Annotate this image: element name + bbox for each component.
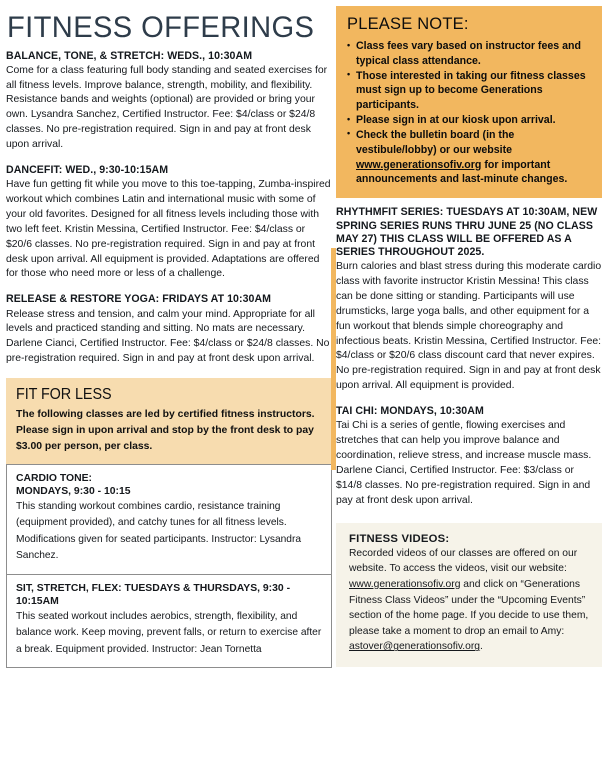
videos-text-3: .	[480, 641, 483, 653]
please-note-text-after: for important announcements and last-minute changes.	[356, 158, 568, 186]
class-block-rhythmfit-series	[336, 206, 602, 394]
generations-website-link[interactable]: www.generationsofiv.org	[356, 158, 482, 171]
class-block-release-restore-yoga	[6, 293, 332, 367]
please-note-text: Those interested in taking our fitness classes must sign up to become Generations participants.	[356, 69, 586, 112]
please-note-text-before: Check the bulletin board (in the vestibule/lobby) or our website	[356, 128, 515, 156]
please-note-box	[336, 6, 602, 198]
orange-accent-bar	[331, 248, 336, 470]
page-title: FITNESS OFFERINGS	[7, 11, 315, 44]
videos-text-2: and click on “Generations Fitness Class Videos” under the “Upcoming Events” section of the home page. If you decide to use them, please take a moment to drop an email to Amy:	[349, 578, 589, 637]
fit-card-heading-line1: SIT, STRETCH, FLEX: TUESDAYS & THURSDAYS, 9:30 - 10:15AM	[16, 582, 291, 608]
please-note-item	[347, 69, 591, 113]
fit-card-description: This standing workout combines cardio, resistance training (equipment provided), and catchy tunes for all fitness levels. Modifications given for seated participants. Instructor: Lysandra Sanchez.	[16, 500, 302, 562]
class-block-tai-chi	[336, 405, 602, 508]
spacer	[336, 198, 602, 206]
fit-card-heading-line2: MONDAYS, 9:30 - 10:15	[16, 486, 131, 498]
videos-text-1: Recorded videos of our classes are offered on our website. To access the videos, visit our website:	[349, 547, 578, 575]
fit-card-heading-line1: CARDIO TONE:	[16, 472, 93, 484]
class-block-balance-tone-stretch	[6, 50, 332, 153]
fit-for-less-subtitle: The following classes are led by certified fitness instructors. Please sign in upon arrival and stop by the front desk to pay $3.00 per person, per class.	[16, 409, 315, 452]
fit-for-less-title: FIT FOR LESS	[16, 386, 112, 404]
left-column	[6, 0, 332, 763]
please-note-item	[347, 39, 591, 69]
please-note-text: Class fees vary based on instructor fees and typical class attendance.	[356, 40, 581, 67]
fit-card-cardio-tone	[6, 464, 332, 575]
class-description: Burn calories and blast stress during this moderate cardio class with favorite instructor Kristin Messina! This class can be done sitting or standing. Participants will use drumsticks, large yoga balls, and other equipment for a fun workout that blends simple choreography and infectious beats. Kristin Messina, Certified Instructor. Fee: $4/class or $20/6 class discount card that never expires. No pre-registration required. Sign in and pay at front desk upon arrival. All equipment is provided.	[336, 261, 602, 392]
class-heading: TAI CHI: MONDAYS, 10:30AM	[336, 405, 484, 418]
fitness-videos-title: FITNESS VIDEOS:	[349, 532, 450, 545]
amy-email-link[interactable]: astover@generationsofiv.org	[349, 641, 481, 653]
fit-card-description: This seated workout includes aerobics, strength, flexibility, and balance work. Keep moving, prevent falls, or return to exercise after a break. Equipment provided. Instructor: Jean Tornetta	[16, 610, 322, 655]
class-block-dancefit	[6, 164, 332, 282]
class-heading: RHYTHMFIT SERIES: TUESDAYS AT 10:30AM, NEW SPRING SERIES RUNS THRU JUNE 25 (NO CLASS MAY 27) THIS CLASS WILL BE OFFERED AS A SERIES THROUGHOUT 2025.	[336, 206, 598, 258]
class-description: Tai Chi is a series of gentle, flowing exercises and stretches that can help you improve balance and coordination, relieve stress, and increase muscle mass. Darlene Cianci, Certified Instructor. Fee: $3/class or $14/8 classes. No pre-registration required. Sign in and pay at front desk upon arrival.	[336, 420, 592, 506]
fit-card-sit-stretch-flex	[6, 575, 332, 669]
generations-website-link[interactable]: www.generationsofiv.org	[349, 578, 461, 590]
class-heading: DANCEFIT: WED., 9:30-10:15AM	[6, 163, 169, 176]
please-note-list	[347, 39, 591, 187]
class-description: Have fun getting fit while you move to this toe-tapping, Zumba-inspired workout which combines Latin and international music with some of your old favorites. Designed for all fitness levels including those with two left feet. Kristin Messina, Certified Instructor. Fee: $4/class or $20/6 classes. No pre-registration required. Sign in and pay at front desk upon arrival. All equipment is provided. Adaptations are offered for those who need more or less of a challenge.	[6, 179, 331, 280]
right-column	[336, 0, 602, 763]
class-description: Release stress and tension, and calm your mind. Appropriate for all levels and practiced standing and sitting. No mats are necessary. Darlene Cianci, Certified Instructor. Fee: $4/class or $24/8 classes. No pre-registration required. Sign in and pay at front desk upon arrival.	[6, 308, 330, 365]
fit-for-less-box	[6, 378, 332, 463]
class-heading: BALANCE, TONE, & STRETCH: WEDS., 10:30AM	[6, 49, 253, 62]
please-note-title: PLEASE NOTE:	[347, 15, 469, 33]
please-note-item	[347, 113, 591, 128]
fitness-videos-body	[349, 546, 589, 655]
please-note-text: Please sign in at our kiosk upon arrival.	[356, 114, 556, 127]
please-note-item	[347, 128, 591, 187]
class-heading: RELEASE & RESTORE YOGA: FRIDAYS AT 10:30AM	[6, 293, 272, 306]
class-description: Come for a class featuring full body standing and seated exercises for all fitness levels. Improve balance, strength, mobility, and flexibility. Resistance bands and weights (optional) are provided or bring your own. Lysandra Sanchez, Certified Instructor. Fee: $4/class or $24/8 classes. No pre-registration required. Sign in and pay at front desk upon arrival.	[6, 64, 328, 151]
fitness-videos-box	[336, 523, 602, 667]
